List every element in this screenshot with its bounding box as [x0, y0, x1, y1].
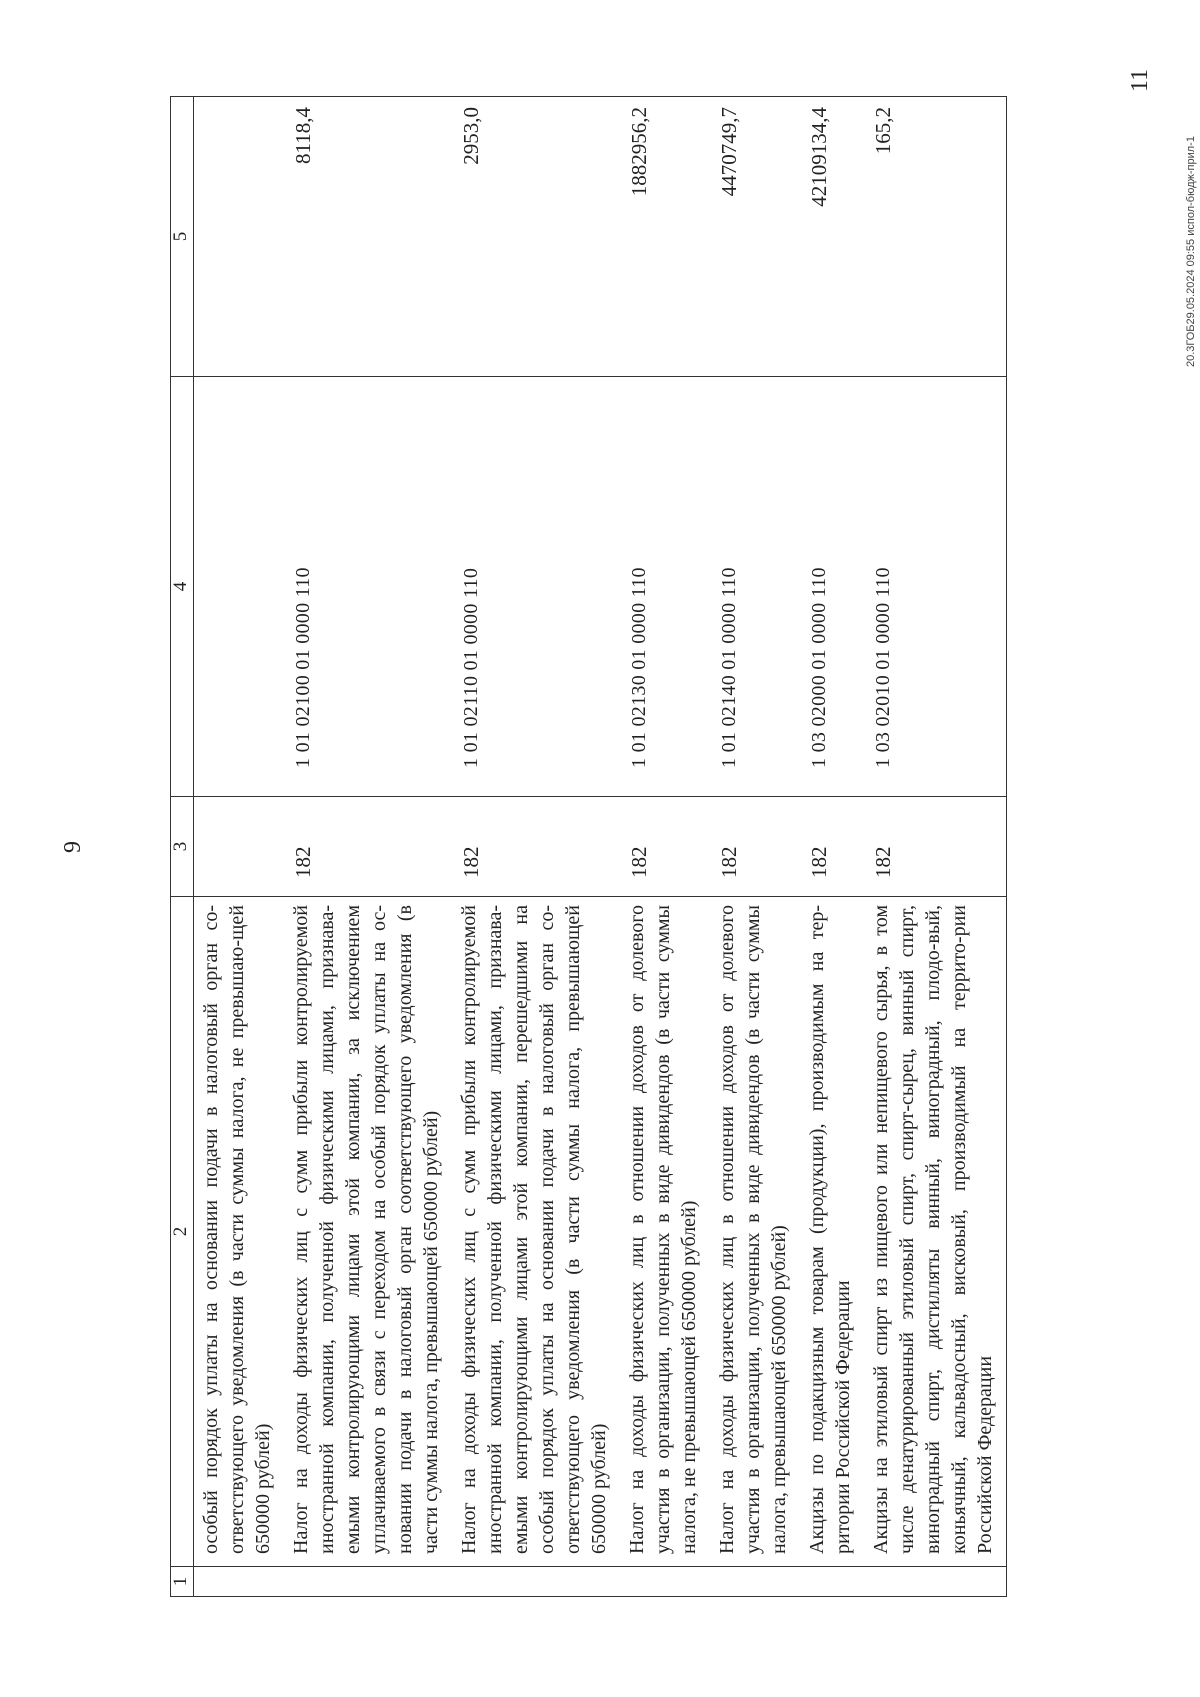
footer-code: 20.3ГОБ29.05.2024 09:55 испол-бюдж-прил-1 — [1185, 136, 1197, 367]
row-name-cell: Налог на доходы физических лиц с сумм прибыли контролируемой иностранной компании, полученной физическими лицами, признава-емыми контролирующими лицами этой компании, перешедшими на особый порядок уплаты на основании подачи в налоговый орган со-ответствующего уведомления (в части суммы налога, превышающей 650000 рублей) — [452, 897, 620, 1567]
row-number-cell — [800, 1567, 864, 1597]
table-row — [620, 97, 710, 1597]
table-row — [710, 97, 800, 1597]
row-name-cell: Налог на доходы физических лиц в отношении доходов от долевого участия в организации, полученных в виде дивидендов (в части суммы налога, превышающей 650000 рублей) — [710, 897, 800, 1567]
row-amount-cell: 42109134,4 — [800, 97, 864, 377]
row-admin-cell: 182 — [620, 797, 710, 897]
row-code-cell: 1 01 02100 01 0000 110 — [284, 377, 452, 797]
table-row — [194, 97, 285, 1597]
row-number-cell — [194, 1567, 285, 1597]
column-header: 5 — [171, 97, 194, 377]
row-name-cell: Акцизы на этиловый спирт из пищевого или непищевого сырья, в том числе денатурированный этиловый спирт, спирт-сырец, винный спирт, виноградный спирт, дистилляты винный, виноградный, плодо-вый, коньячный, кальвадосный, висковый, производимый на террито-рии Российской Федерации — [864, 897, 1007, 1567]
row-admin-cell: 182 — [864, 797, 1007, 897]
row-amount-cell: 165,2 — [864, 97, 1007, 377]
row-amount-cell — [194, 97, 285, 377]
row-code-cell — [194, 377, 285, 797]
row-amount-cell: 4470749,7 — [710, 97, 800, 377]
row-code-cell: 1 03 02010 01 0000 110 — [864, 377, 1007, 797]
row-name-cell: Налог на доходы физических лиц с сумм прибыли контролируемой иностранной компании, полученной физическими лицами, признава-емыми контролирующими лицами этой компании, за исключением уплачиваемого в связи с переходом на особый порядок уплаты на ос-новании подачи в налоговый орган соответствующего уведомления (в части суммы налога, превышающей 650000 рублей) — [284, 897, 452, 1567]
sheet-number: 11 — [1127, 68, 1153, 92]
row-number-cell — [284, 1567, 452, 1597]
row-number-cell — [864, 1567, 1007, 1597]
column-number-header — [171, 97, 194, 1597]
row-name-cell: Налог на доходы физических лиц в отношении доходов от долевого участия в организации, полученных в виде дивидендов (в части суммы налога, не превышающей 650000 рублей) — [620, 897, 710, 1567]
row-admin-cell: 182 — [710, 797, 800, 897]
row-amount-cell: 8118,4 — [284, 97, 452, 377]
row-number-cell — [452, 1567, 620, 1597]
table-row — [864, 97, 1007, 1597]
page-number: 9 — [60, 841, 86, 853]
table-row — [800, 97, 864, 1597]
row-number-cell — [710, 1567, 800, 1597]
table-row — [452, 97, 620, 1597]
row-code-cell: 1 01 02110 01 0000 110 — [452, 377, 620, 797]
row-amount-cell: 1882956,2 — [620, 97, 710, 377]
row-code-cell: 1 01 02130 01 0000 110 — [620, 377, 710, 797]
row-amount-cell: 2953,0 — [452, 97, 620, 377]
row-name-cell: Акцизы по подакцизным товарам (продукции), производимым на тер-ритории Российской Федерации — [800, 897, 864, 1567]
row-admin-cell: 182 — [800, 797, 864, 897]
row-number-cell — [620, 1567, 710, 1597]
row-admin-cell — [194, 797, 285, 897]
column-header: 3 — [171, 797, 194, 897]
row-admin-cell: 182 — [452, 797, 620, 897]
table-row — [284, 97, 452, 1597]
column-header: 2 — [171, 897, 194, 1567]
column-header: 4 — [171, 377, 194, 797]
row-admin-cell: 182 — [284, 797, 452, 897]
row-code-cell: 1 03 02000 01 0000 110 — [800, 377, 864, 797]
budget-table — [170, 96, 1007, 1597]
row-code-cell: 1 01 02140 01 0000 110 — [710, 377, 800, 797]
column-header: 1 — [171, 1567, 194, 1597]
row-name-cell: особый порядок уплаты на основании подачи в налоговый орган со-ответствующего уведомления (в части суммы налога, не превышаю-щей 650000 рублей) — [194, 897, 285, 1567]
